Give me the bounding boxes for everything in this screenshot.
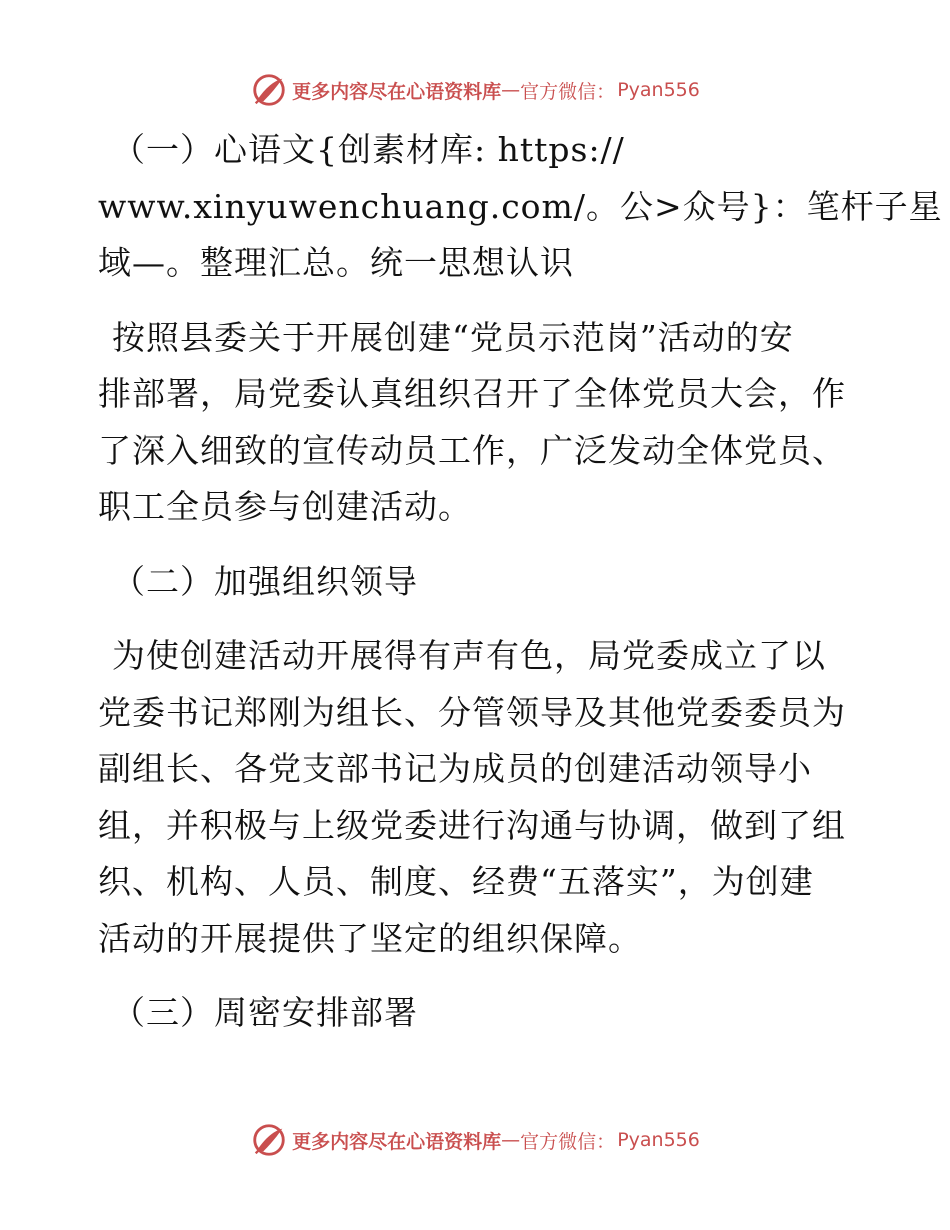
paragraph-line: 织、机构、人员、制度、经费“五落实”，为创建	[98, 862, 814, 901]
banner-main-text: 更多内容尽在心语资料库	[292, 1130, 502, 1153]
paragraph-line: 了深入细致的宣传动员工作，广泛发动全体党员、	[98, 430, 846, 470]
heading-line: （二）加强组织领导	[112, 561, 418, 601]
paragraph-line: 按照县委关于开展创建“党员示范岗”活动的安	[112, 317, 794, 357]
pen-nib-logo-icon	[250, 71, 288, 109]
paragraph-line: 党委书记郑刚为组长、分管领导及其他党委委员为	[98, 692, 846, 732]
paragraph-line: 组，并积极与上级党委进行沟通与协调，做到了组	[98, 805, 846, 845]
heading-line: （三）周密安排部署	[112, 993, 418, 1032]
heading-line: （一）心语文{创素材库: https://	[112, 130, 625, 169]
section-heading	[98, 122, 943, 292]
banner-main-text: 更多内容尽在心语资料库	[292, 80, 502, 103]
document-body	[98, 122, 943, 1042]
banner-official-text: 官方微信：	[520, 1130, 616, 1153]
paragraph-line: 职工全员参与创建活动。	[98, 487, 472, 526]
paragraph-line: 排部署，局党委认真组织召开了全体党员大会，作	[98, 374, 846, 413]
banner-official-text: 官方微信：	[520, 80, 616, 103]
pen-nib-logo-icon	[250, 1121, 288, 1159]
paragraph-line: 活动的开展提供了坚定的组织保障。	[98, 918, 642, 958]
banner-dash: —	[501, 79, 521, 101]
paragraph	[98, 628, 868, 967]
paragraph-line: 为使创建活动开展得有声有色，局党委成立了以	[112, 636, 826, 675]
heading-line: www.xinyuwenchuang.com/。公>众号}：笔杆子星	[98, 186, 943, 226]
section-heading	[98, 554, 868, 611]
paragraph-line: 副组长、各党支部书记为成员的创建活动领导小	[98, 749, 812, 788]
header-banner	[0, 70, 950, 110]
footer-banner	[0, 1120, 950, 1160]
section-heading	[98, 985, 868, 1042]
banner-wechat-id: Pyan556	[617, 79, 700, 101]
banner-wechat-id: Pyan556	[617, 1129, 700, 1151]
heading-line: 域—。整理汇总。统一思想认识	[98, 243, 574, 282]
banner-dash: —	[501, 1129, 521, 1151]
paragraph	[98, 310, 868, 536]
